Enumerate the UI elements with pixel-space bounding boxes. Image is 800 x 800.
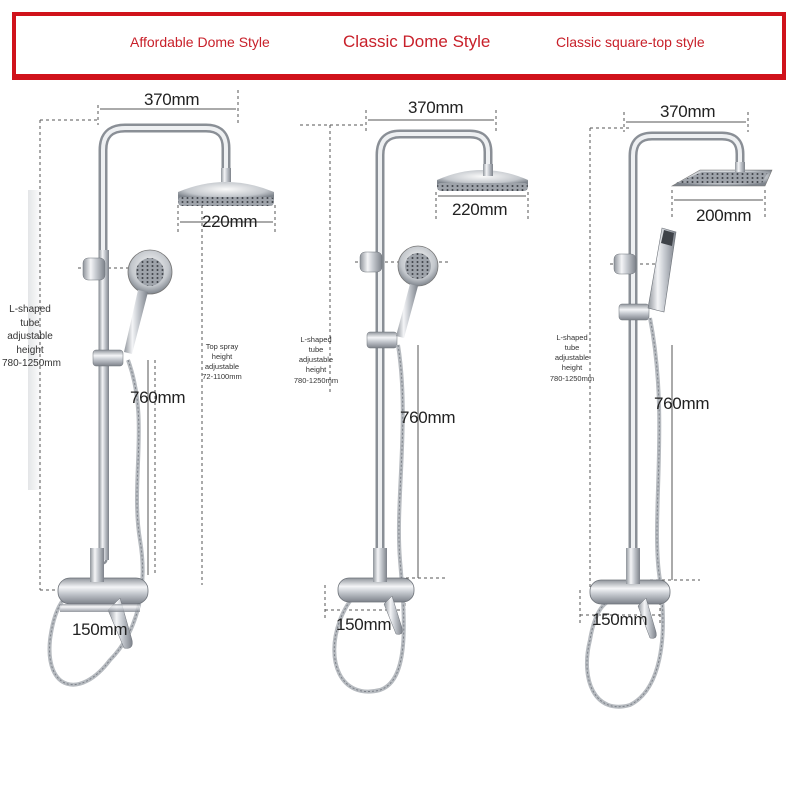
spout-length-label: 150mm: [72, 620, 128, 639]
arm-length-label: 370mm: [660, 102, 716, 121]
arm-length-label: 370mm: [144, 90, 200, 109]
slide-bar-length-label: 760mm: [400, 408, 456, 427]
spout-length-label: 150mm: [336, 615, 392, 634]
slide-bar-length-label: 760mm: [654, 394, 710, 413]
tube-height-note: L-shaped tube adjustable height 780-1250mm: [549, 333, 595, 383]
style-title-classic-square-top: Classic square-top style: [556, 34, 705, 50]
top-spray-height-note: Top spray height adjustable 72-1100mm: [202, 342, 242, 382]
tube-height-note: L-shaped tube adjustable height 780-1250mm: [2, 304, 61, 369]
shower-set-classic-dome: [300, 110, 528, 692]
tube-height-note: L-shaped tube adjustable height 780-1250mm: [293, 335, 339, 385]
spout-length-label: 150mm: [592, 610, 648, 629]
head-diameter-label: 220mm: [452, 200, 508, 219]
head-diameter-label: 220mm: [202, 212, 258, 231]
style-title-affordable-dome: Affordable Dome Style: [130, 34, 270, 50]
head-diameter-label: 200mm: [696, 206, 752, 225]
slide-bar-length-label: 760mm: [130, 388, 186, 407]
style-title-classic-dome: Classic Dome Style: [343, 32, 491, 51]
arm-length-label: 370mm: [408, 98, 464, 117]
